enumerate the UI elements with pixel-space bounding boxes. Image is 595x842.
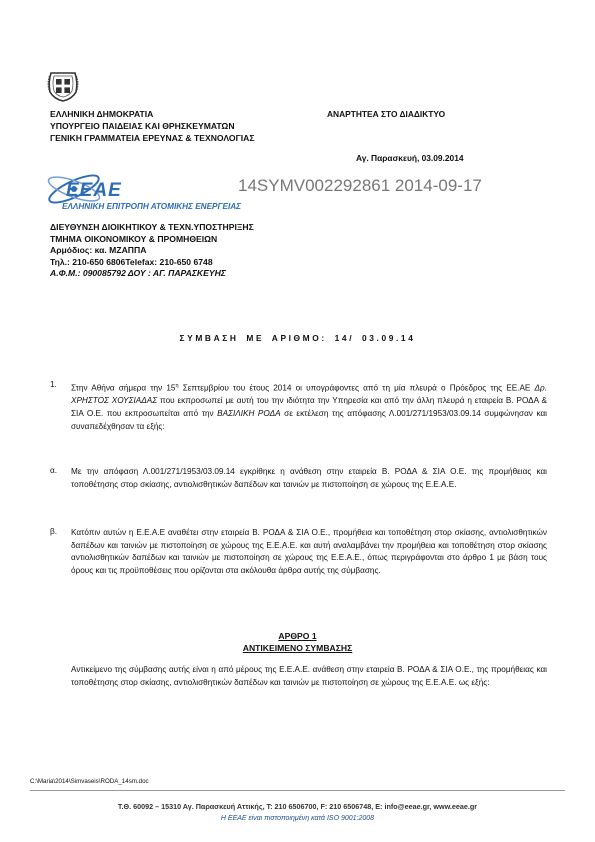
article1-heading: ΑΡΘΡΟ 1: [278, 631, 317, 641]
section1-paragraph: Στην Αθήνα σήμερα την $15^\eta$ Σεπτεμβρίου του έτους 2014 οι υπογράφοντες από τη μία πλευρά ο Πρόεδρος της ΕΕ.ΑΕ Δρ. ΧΡΗΣΤΟΣ ΧΟΥΣΙΑΔΑΣ που εκπροσωπεί με αυτή του την ιδιότητα την Υπηρεσία και από την άλλη πλευρά η εταιρεία Β. ΡΟΔΑ & ΣΙΑ Ο.Ε. που εκπροσωπείται από την ΒΑΣΙΛΙΚΗ ΡΟΔΑ σε εκτέλεση της απόφασης Λ.001/271/1953/03.09.14 συμφώνησαν και συναπεδέχθησαν τα εξής:: [71, 383, 548, 431]
responsible-line: Αρμόδιος: κα. ΜΖΑΠΠΑ: [50, 245, 147, 255]
dept-line: ΤΜΗΜΑ ΟΙΚΟΝΟΜΙΚΟΥ & ΠΡΟΜΗΘΕΙΩΝ: [50, 233, 218, 244]
place-date: Αγ. Παρασκευή, 03.09.2014: [356, 153, 464, 163]
item-a-paragraph: Με την απόφαση Λ.001/271/1953/03.09.14 εγκρίθηκε η ανάθεση στην εταιρεία Β. ΡΟΔΑ & ΣΙΑ Ο.Ε. της προμήθειας και τοποθέτησης στορ σκίασης, αντιολισθητικών δαπέδων και ταινιών με πιστοποίηση σε χώρους της Ε.Ε.Α.Ε.: [71, 467, 547, 489]
ministry-line: ΓΕΝΙΚΗ ΓΡΑΜΜΑΤΕΙΑ ΕΡΕΥΝΑΣ & ΤΕΧΝΟΛΟΓΙΑΣ: [50, 133, 255, 143]
item-b-paragraph: Κατόπιν αυτών η Ε.Ε.Α.Ε αναθέτει στην εταιρεία Β. ΡΟΔΑ & ΣΙΑ Ο.Ε., προμήθεια και τοποθέτηση στορ σκίασης, αντιολισθητικών δαπέδων και ταινιών με πιστοποίηση σε χώρους της Ε.Ε.Α.Ε. και αυτή αναλαμβάνει την προμήθεια και τοποθέτηση στορ σκίασης αντιολισθητικών δαπέδων και ταινιών με πιστοποίηση σε χώρους της Ε.Ε.Α.Ε., όπως περιγράφονται στο άρθρο 1 με βάση τους όρους και τις προϋποθέσεις που ορίζονται στα ακόλουθα άρθρα αυτής της σύμβασης.: [71, 528, 547, 575]
logo-subtitle: ΕΛΛΗΝΙΚΗ ΕΠΙΤΡΟΠΗ ΑΤΟΜΙΚΗΣ ΕΝΕΡΓΕΙΑΣ: [62, 202, 241, 211]
phone-line: Τηλ.: 210-650 6806Telefax: 210-650 6748: [50, 256, 213, 267]
greek-emblem-icon: [46, 70, 80, 102]
article1-subheading: ΑΝΤΙΚΕΙΜΕΝΟ ΣΥΜΒΑΣΗΣ: [242, 643, 353, 653]
dept-block: [50, 222, 350, 280]
ada-stamp: 14SYMV002292861 2014-09-17: [238, 176, 482, 195]
chairman-name: Δρ. ΧΡΗΣΤΟΣ ΧΟΥΣΙΑΔΑΣ: [71, 383, 548, 406]
footer-file-path: C:\Maria\2014\Simvaseis\RODA_14sm.doc: [30, 778, 149, 785]
contract-title: ΣΥΜΒΑΣΗ ΜΕ ΑΡΙΘΜΟ: 14/ 03.09.14: [179, 333, 416, 343]
logo-text: ΕΕΑΕ: [66, 180, 122, 201]
publish-note: ΑΝΑΡΤΗΤΕΑ ΣΤΟ ΔΙΑΔΙΚΤΥΟ: [327, 109, 446, 119]
ministry-line: ΕΛΛΗΝΙΚΗ ΔΗΜΟΚΡΑΤΙΑ: [50, 109, 154, 119]
dept-line: ΔΙΕΥΘΥΝΣΗ ΔΙΟΙΚΗΤΙΚΟΥ & ΤΕΧΝ.ΥΠΟΣΤΗΡΙΞΗΣ: [50, 222, 254, 232]
item-a-marker: α.: [50, 466, 58, 475]
company-rep-name: ΒΑΣΙΛΙΚΗ ΡΟΔΑ: [217, 408, 281, 418]
afm-line: Α.Φ.Μ.: 090085792 ΔΟΥ : ΑΓ. ΠΑΡΑΣΚΕΥΗΣ: [50, 268, 226, 278]
item-b-marker: β.: [50, 527, 57, 536]
ministry-block: [50, 108, 320, 144]
article1-paragraph: Αντικείμενο της σύμβασης αυτής είναι η από μέρους της Ε.Ε.Α.Ε. ανάθεση στην εταιρεία Β. ΡΟΔΑ & ΣΙΑ Ο.Ε., της προμήθειας και τοποθέτησης στορ σκίασης, αντιολισθητικών δαπέδων και ταινιών με πιστοποίηση σε χώρους της Ε.Ε.Α.Ε. ως εξής:: [71, 665, 547, 687]
footer-address: Τ.Θ. 60092 – 15310 Αγ. Παρασκευή Αττικής, Τ: 210 6506700, F: 210 6506748, E: info@eeae.gr, www.eeae.gr: [117, 802, 478, 811]
footer-rule: [30, 790, 565, 791]
ministry-line: ΥΠΟΥΡΓΕΙΟ ΠΑΙΔΕΙΑΣ ΚΑΙ ΘΡΗΣΚΕΥΜΑΤΩΝ: [50, 121, 235, 131]
section1-marker: 1.: [50, 380, 57, 389]
footer-iso: Η ΕΕΑΕ είναι πιστοποιημένη κατά ISO 9001:2008: [220, 815, 375, 822]
